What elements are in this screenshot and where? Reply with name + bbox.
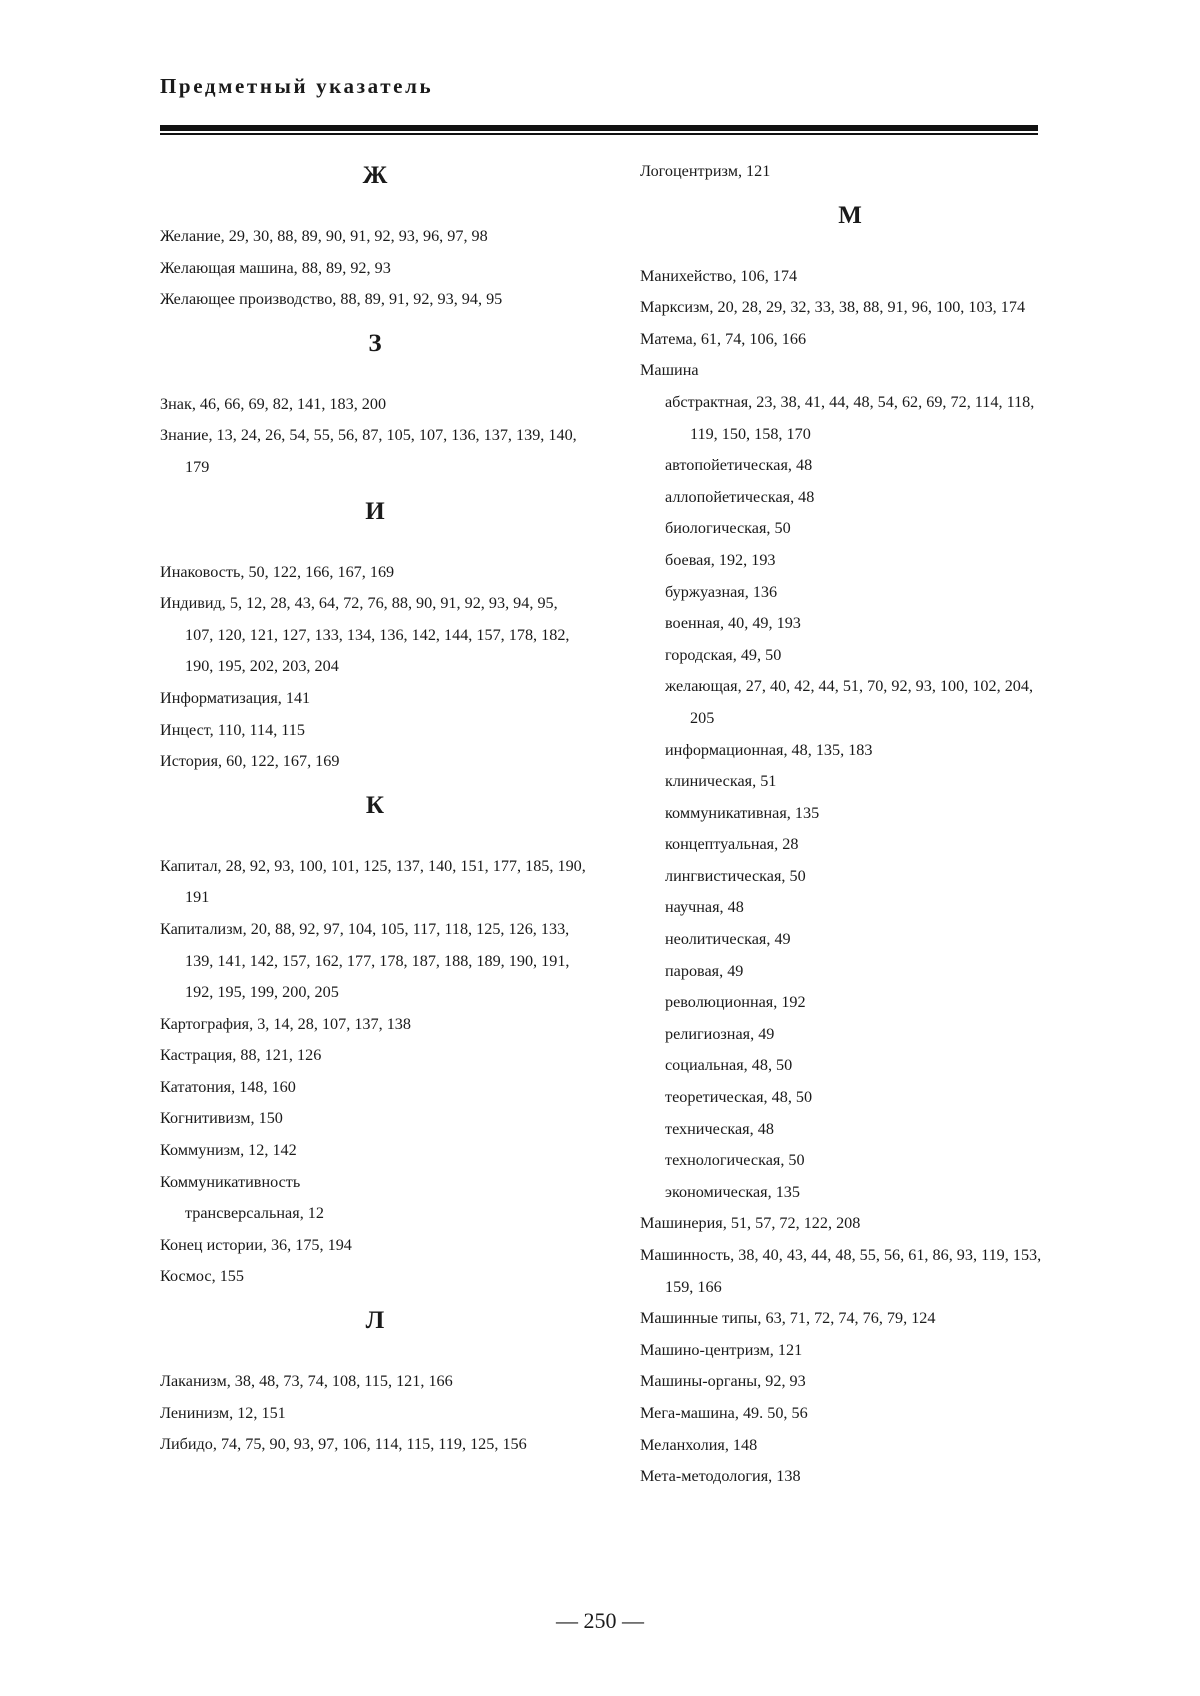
page-number: — 250 —	[556, 1608, 644, 1633]
index-entry: Машино-центризм, 121	[640, 1340, 803, 1359]
section-letter: Л	[365, 1307, 385, 1335]
running-head: Предметный указатель	[160, 74, 434, 98]
index-subentry: теоретическая, 48, 50	[665, 1088, 813, 1107]
index-entry: Капитализм, 20, 88, 92, 97, 104, 105, 117, 118, 125, 126, 133, 139, 141, 142, 157, 162, 177, 178, 187, 188, 189, 190, 191, 192, 195, 199, 200, 205	[160, 919, 570, 1002]
section-letter: К	[365, 791, 385, 819]
index-entry: Информатизация, 141	[160, 688, 311, 707]
index-subentry: клиническая, 51	[665, 772, 777, 791]
index-entry: Инаковость, 50, 122, 166, 167, 169	[160, 562, 395, 581]
index-entry: Лаканизм, 38, 48, 73, 74, 108, 115, 121, 166	[160, 1372, 453, 1391]
index-subentry: техническая, 48	[665, 1119, 774, 1138]
index-subentry: научная, 48	[665, 898, 744, 917]
index-entry: Матема, 61, 74, 106, 166	[640, 329, 807, 348]
index-entry: Машинерия, 51, 57, 72, 122, 208	[640, 1214, 861, 1233]
index-subentry: трансверсальная, 12	[185, 1204, 324, 1223]
section-letter: И	[365, 497, 385, 525]
index-subentry: технологическая, 50	[665, 1151, 805, 1170]
index-entry: Коммуникативность	[160, 1172, 301, 1191]
index-entry: Желающая машина, 88, 89, 92, 93	[160, 258, 391, 277]
index-entry: Ленинизм, 12, 151	[160, 1403, 286, 1422]
index-entry: Космос, 155	[160, 1267, 244, 1286]
index-entry: Марксизм, 20, 28, 29, 32, 33, 38, 88, 91, 96, 100, 103, 174	[640, 298, 1026, 317]
index-entry: Машинные типы, 63, 71, 72, 74, 76, 79, 124	[640, 1309, 936, 1328]
header-rule-thin	[160, 133, 1038, 135]
index-entry: История, 60, 122, 167, 169	[160, 752, 340, 771]
index-subentry: коммуникативная, 135	[665, 803, 820, 822]
header-rule-thick	[160, 125, 1038, 131]
index-entry: Желание, 29, 30, 88, 89, 90, 91, 92, 93, 96, 97, 98	[160, 227, 488, 245]
index-entry: Капитал, 28, 92, 93, 100, 101, 125, 137, 140, 151, 177, 185, 190, 191	[160, 856, 586, 907]
index-subentry: концептуальная, 28	[665, 835, 799, 854]
index-column-right	[640, 156, 1060, 1493]
index-column-left	[160, 148, 590, 1461]
index-entry: Кататония, 148, 160	[160, 1077, 296, 1096]
index-entry: Машинность, 38, 40, 43, 44, 48, 55, 56, 61, 86, 93, 119, 153, 159, 166	[640, 1246, 1042, 1296]
index-subentry: неолитическая, 49	[665, 930, 791, 949]
index-entry: Либидо, 74, 75, 90, 93, 97, 106, 114, 115, 119, 125, 156	[160, 1435, 527, 1454]
index-entry: Желающее производство, 88, 89, 91, 92, 93, 94, 95	[160, 290, 503, 309]
index-entry: Знание, 13, 24, 26, 54, 55, 56, 87, 105, 107, 136, 137, 139, 140, 179	[160, 426, 577, 476]
index-subentry: паровая, 49	[665, 961, 744, 980]
index-subentry: военная, 40, 49, 193	[665, 614, 801, 633]
section-letter: М	[838, 201, 862, 229]
index-entry: Логоцентризм, 121	[640, 162, 771, 180]
index-subentry: религиозная, 49	[665, 1024, 775, 1043]
index-entry: Картография, 3, 14, 28, 107, 137, 138	[160, 1014, 411, 1033]
index-entry: Индивид, 5, 12, 28, 43, 64, 72, 76, 88, 90, 91, 92, 93, 94, 95, 107, 120, 121, 127, 133, 134, 136, 142, 144, 157, 178, 182, 190, 195, 202, 203, 204	[160, 594, 570, 676]
index-entry: Конец истории, 36, 175, 194	[160, 1235, 352, 1254]
index-subentry: буржуазная, 136	[665, 582, 778, 601]
index-entry: Машины-органы, 92, 93	[640, 1372, 806, 1391]
index-subentry: боевая, 192, 193	[665, 550, 776, 569]
index-entry: Мега-машина, 49. 50, 56	[640, 1403, 808, 1422]
index-subentry: экономическая, 135	[665, 1182, 800, 1201]
index-subentry: желающая, 27, 40, 42, 44, 51, 70, 92, 93, 100, 102, 204, 205	[665, 677, 1034, 727]
index-subentry: информационная, 48, 135, 183	[665, 740, 873, 759]
index-subentry: городская, 49, 50	[665, 645, 782, 664]
index-subentry: абстрактная, 23, 38, 41, 44, 48, 54, 62, 69, 72, 114, 118, 119, 150, 158, 170	[665, 392, 1035, 443]
index-subentry: аллопойетическая, 48	[665, 487, 815, 506]
section-letter: Ж	[362, 162, 388, 189]
index-entry: Инцест, 110, 114, 115	[160, 720, 305, 739]
index-subentry: автопойетическая, 48	[665, 456, 813, 475]
index-subentry: социальная, 48, 50	[665, 1056, 793, 1075]
index-entry: Меланхолия, 148	[640, 1435, 758, 1454]
index-entry: Машина	[640, 361, 699, 380]
index-subentry: лингвистическая, 50	[665, 866, 806, 885]
index-entry: Коммунизм, 12, 142	[160, 1141, 297, 1160]
index-entry: Кастрация, 88, 121, 126	[160, 1046, 322, 1065]
index-entry: Знак, 46, 66, 69, 82, 141, 183, 200	[160, 394, 387, 413]
index-subentry: революционная, 192	[665, 993, 806, 1012]
index-entry: Манихейство, 106, 174	[640, 266, 798, 285]
index-subentry: биологическая, 50	[665, 519, 791, 538]
section-letter: З	[368, 329, 382, 357]
index-entry: Когнитивизм, 150	[160, 1109, 283, 1128]
index-entry: Мета-методология, 138	[640, 1467, 801, 1486]
